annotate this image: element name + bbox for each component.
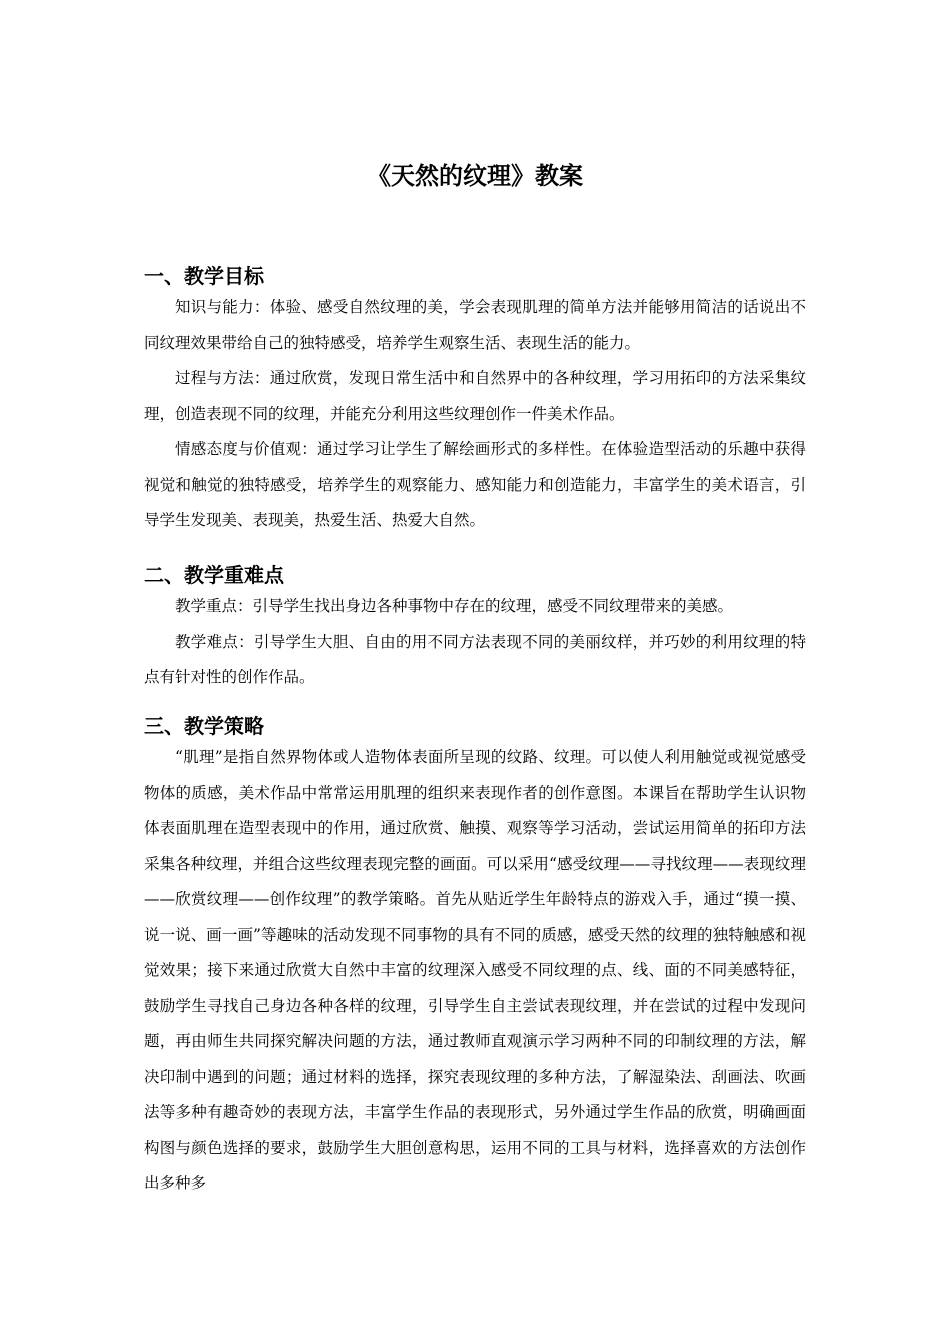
paragraph-difficult-point: 教学难点：引导学生大胆、自由的用不同方法表现不同的美丽纹样，并巧妙的利用纹理的特点有针对性的创作作品。 (144, 632, 806, 686)
paragraph-process-method: 过程与方法：通过欣赏，发现日常生活中和自然界中的各种纹理，学习用拓印的方法采集纹理，创造表现不同的纹理，并能充分利用这些纹理创作一件美术作品。 (144, 369, 806, 423)
section-key-difficult-points (144, 561, 806, 696)
section-heading: 二、教学重难点 (144, 563, 284, 587)
document-title: 《天然的纹理》教案 (367, 162, 583, 190)
section-teaching-strategy (144, 712, 806, 1202)
paragraph-knowledge-ability: 知识与能力：体验、感受自然纹理的美，学会表现肌理的简单方法并能够用简洁的话说出不同纹理效果带给自己的独特感受，培养学生观察生活、表现生活的能力。 (144, 298, 806, 352)
paragraph-key-point: 教学重点：引导学生找出身边各种事物中存在的纹理，感受不同纹理带来的美感。 (175, 597, 734, 615)
paragraph-strategy: “肌理”是指自然界物体或人造物体表面所呈现的纹路、纹理。可以使人利用触觉或视觉感受物体的质感，美术作品中常常运用肌理的组织来表现作者的创作意图。本课旨在帮助学生认识物体表面肌理在造型表现中的作用，通过欣赏、触摸、观察等学习活动，尝试运用简单的拓印方法采集各种纹理，并组合这些纹理表现完整的画面。可以采用“感受纹理——寻找纹理——表现纹理——欣赏纹理——创作纹理”的教学策略。首先从贴近学生年龄特点的游戏入手，通过“摸一摸、说一说、画一画”等趣味的活动发现不同事物的具有不同的质感，感受天然的纹理的独特触感和视觉效果；接下来通过欣赏大自然中丰富的纹理深入感受不同纹理的点、线、面的不同美感特征，鼓励学生寻找自己身边各种各样的纹理，引导学生自主尝试表现纹理，并在尝试的过程中发现问题，再由师生共同探究解决问题的方法，通过教师直观演示学习两种不同的印制纹理的方法，解决印制中遇到的问题；通过材料的选择，探究表现纹理的多种方法，了解湿染法、刮画法、吹画法等多种有趣奇妙的表现方法，丰富学生作品的表现形式，另外通过学生作品的欣赏，明确画面构图与颜色选择的要求，鼓励学生大胆创意构思，运用不同的工具与材料，选择喜欢的方法创作出多种多 (144, 748, 806, 1192)
section-heading: 一、教学目标 (144, 264, 264, 288)
section-heading: 三、教学策略 (144, 714, 264, 738)
section-teaching-goals (144, 262, 806, 539)
paragraph-attitude-values: 情感态度与价值观：通过学习让学生了解绘画形式的多样性。在体验造型活动的乐趣中获得视觉和触觉的独特感受，培养学生的观察能力、感知能力和创造能力，丰富学生的美术语言，引导学生发现美、表现美，热爱生活、热爱大自然。 (144, 440, 806, 529)
